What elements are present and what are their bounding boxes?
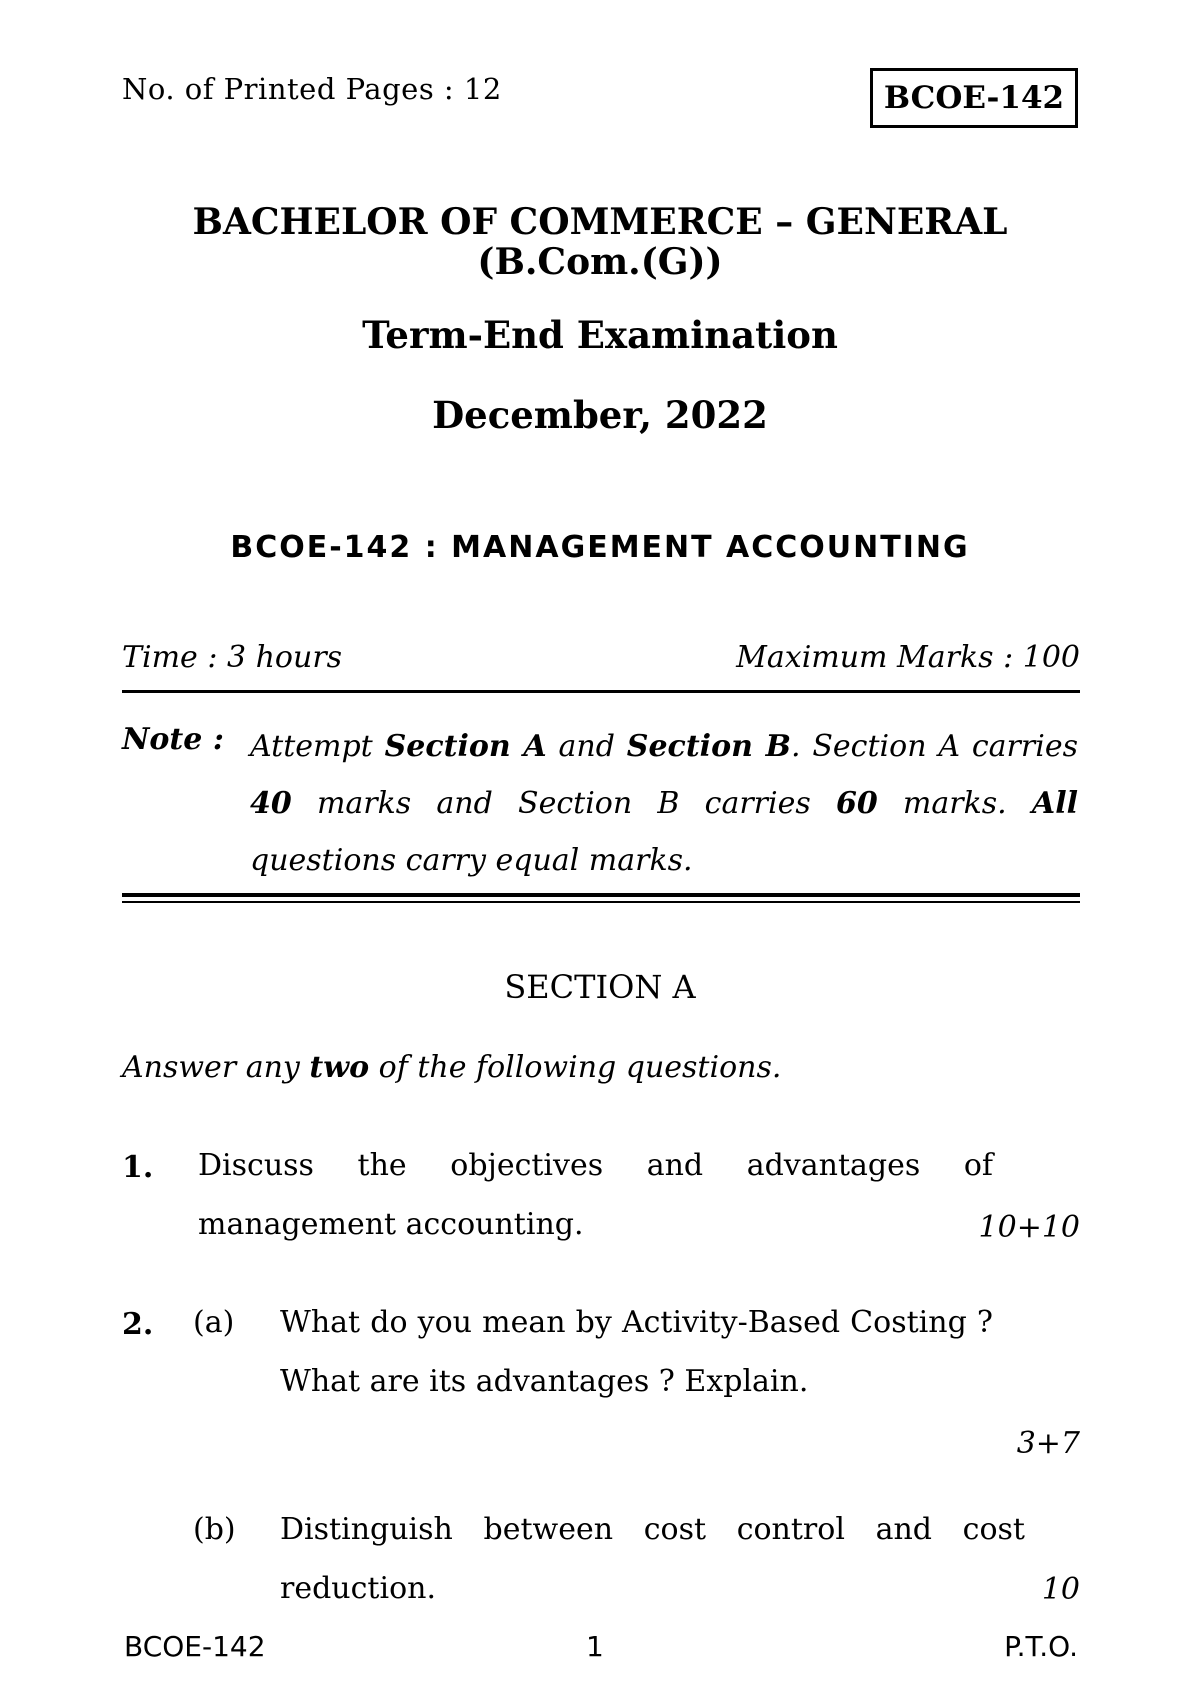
exam-title: Term-End Examination — [362, 313, 838, 357]
question-number: 1. — [122, 1150, 154, 1185]
exam-date: December, 2022 — [432, 393, 768, 437]
question-part-marks: 3+7 — [1016, 1426, 1080, 1461]
printed-pages-count: No. of Printed Pages : 12 — [122, 72, 502, 106]
section-a-instruction: Answer any two of the following questions. — [122, 1050, 782, 1085]
please-turn-over: P.T.O. — [1004, 1630, 1078, 1663]
double-rule-top — [122, 893, 1080, 897]
question-part-text: Distinguish between cost control and cost reduction. — [280, 1512, 1025, 1606]
programme-title — [0, 202, 1200, 282]
page-number: 1 — [586, 1630, 604, 1663]
question-part-marks: 10 — [1041, 1572, 1080, 1607]
maximum-marks: Maximum Marks : 100 — [736, 640, 1080, 675]
programme-title-line1: BACHELOR OF COMMERCE – GENERAL — [192, 201, 1008, 243]
question-part-text: What do you mean by Activity-Based Costing ? What are its advantages ? Explain. — [280, 1305, 993, 1399]
question-number: 2. — [122, 1307, 154, 1342]
course-title: BCOE-142 : MANAGEMENT ACCOUNTING — [230, 530, 970, 565]
section-a-title: SECTION A — [504, 968, 696, 1006]
footer-paper-code: BCOE-142 — [124, 1630, 266, 1663]
programme-title-line2: (B.Com.(G)) — [477, 241, 723, 283]
paper-code-box: BCOE-142 — [870, 68, 1078, 128]
question-marks: 10+10 — [978, 1210, 1080, 1245]
question-part-label: (a) — [193, 1305, 235, 1340]
question-part-label: (b) — [193, 1512, 236, 1547]
note-label: Note : — [122, 722, 224, 757]
note-text: Attempt Section A and Section B. Section A carries 40 marks and Section B carries 60 marks. All questions carry equal marks. — [250, 729, 1078, 878]
question-text: Discuss the objectives and advantages of management accounting. — [198, 1148, 993, 1242]
divider-rule — [122, 690, 1080, 693]
time-allowed: Time : 3 hours — [122, 640, 343, 675]
double-rule-bottom — [122, 901, 1080, 903]
